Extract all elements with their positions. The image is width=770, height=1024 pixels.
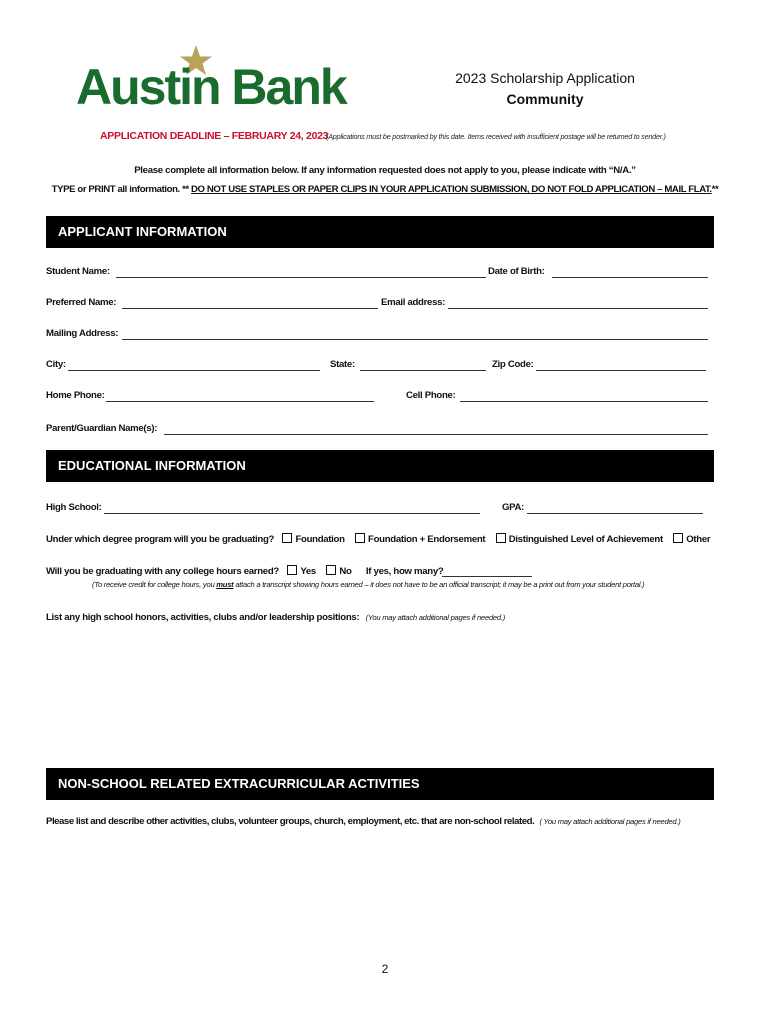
state-field[interactable]	[360, 370, 486, 371]
dob-field[interactable]	[552, 277, 708, 278]
extracurricular-section-header: NON-SCHOOL RELATED EXTRACURRICULAR ACTIVITIES	[46, 768, 714, 800]
title-block	[420, 68, 670, 110]
page-title: 2023 Scholarship Application	[455, 70, 635, 86]
how-many-label: If yes, how many?	[365, 566, 444, 577]
college-hours-row	[46, 565, 443, 577]
logo-text: Austin Bank	[76, 59, 346, 115]
email-field[interactable]	[448, 308, 708, 309]
instructions-2b: DO NOT USE STAPLES OR PAPER CLIPS IN YOUR APPLICATION SUBMISSION, DO NOT FOLD APPLICATION – MAIL FLAT.	[191, 184, 712, 195]
extracurricular-row	[46, 816, 681, 827]
guardian-label: Parent/Guardian Name(s):	[46, 423, 158, 434]
preferred-name-field[interactable]	[122, 308, 378, 309]
foundation-label: Foundation	[295, 534, 345, 545]
college-note-must: must	[216, 580, 234, 589]
page-number: 2	[381, 962, 389, 976]
deadline-note: (Applications must be postmarked by this date. Items received with insufficient postage will be returned to sender.)	[326, 132, 666, 141]
no-checkbox[interactable]	[326, 565, 336, 575]
distinguished-label: Distinguished Level of Achievement	[508, 534, 663, 545]
high-school-label: High School:	[46, 502, 102, 513]
degree-question: Under which degree program will you be graduating?	[46, 534, 275, 545]
yes-checkbox[interactable]	[287, 565, 297, 575]
college-note-a: (To receive credit for college hours, you	[92, 580, 217, 589]
application-deadline: APPLICATION DEADLINE – FEBRUARY 24, 2023	[100, 130, 329, 142]
honors-question: List any high school honors, activities, clubs and/or leadership positions:	[46, 612, 360, 623]
college-hours-question: Will you be graduating with any college hours earned?	[46, 566, 279, 577]
student-name-label: Student Name:	[46, 266, 110, 277]
applicant-section-header: APPLICANT INFORMATION	[46, 216, 714, 248]
endorsement-checkbox[interactable]	[355, 533, 365, 543]
college-note-b: attach a transcript showing hours earned – it does not have to be an official transcript; it may be a print out from your student portal.)	[233, 580, 645, 589]
cell-phone-label: Cell Phone:	[406, 390, 456, 401]
other-checkbox[interactable]	[673, 533, 683, 543]
zip-label: Zip Code:	[492, 359, 534, 370]
extracurricular-note: ( You may attach additional pages if needed.)	[539, 817, 681, 826]
college-hours-note	[92, 580, 644, 589]
home-phone-field[interactable]	[106, 401, 374, 402]
no-label: No	[339, 566, 352, 577]
endorsement-label: Foundation + Endorsement	[368, 534, 486, 545]
austin-bank-logo	[76, 46, 372, 118]
zip-field[interactable]	[536, 370, 706, 371]
degree-program-row	[46, 533, 710, 545]
gpa-field[interactable]	[527, 513, 703, 514]
education-section-header: EDUCATIONAL INFORMATION	[46, 450, 714, 482]
extracurricular-answer-area[interactable]	[46, 836, 714, 956]
yes-label: Yes	[300, 566, 316, 577]
extracurricular-prompt: Please list and describe other activities, clubs, volunteer groups, church, employment, etc. that are non-school related.	[46, 816, 535, 827]
instructions-2c: **	[711, 184, 719, 195]
other-label: Other	[686, 534, 711, 545]
mailing-address-field[interactable]	[122, 339, 708, 340]
guardian-field[interactable]	[164, 434, 708, 435]
page-subtitle: Community	[506, 91, 584, 107]
foundation-checkbox[interactable]	[282, 533, 292, 543]
gpa-label: GPA:	[502, 502, 525, 513]
instructions-2a: TYPE or PRINT all information. **	[51, 184, 192, 195]
honors-answer-area[interactable]	[46, 632, 714, 762]
preferred-name-label: Preferred Name:	[46, 297, 117, 308]
high-school-field[interactable]	[104, 513, 480, 514]
student-name-field[interactable]	[116, 277, 486, 278]
distinguished-checkbox[interactable]	[496, 533, 506, 543]
cell-phone-field[interactable]	[460, 401, 708, 402]
city-label: City:	[46, 359, 66, 370]
instructions-line-2	[0, 184, 770, 195]
email-label: Email address:	[381, 297, 446, 308]
honors-note: (You may attach additional pages if needed.)	[365, 613, 506, 622]
how-many-field[interactable]	[442, 576, 532, 577]
instructions-line-1: Please complete all information below. If any information requested does not apply to you, please indicate with “N/A.”	[134, 165, 636, 176]
mailing-address-label: Mailing Address:	[46, 328, 119, 339]
honors-row	[46, 612, 505, 623]
home-phone-label: Home Phone:	[46, 390, 105, 401]
city-field[interactable]	[68, 370, 320, 371]
state-label: State:	[330, 359, 355, 370]
dob-label: Date of Birth:	[488, 266, 545, 277]
